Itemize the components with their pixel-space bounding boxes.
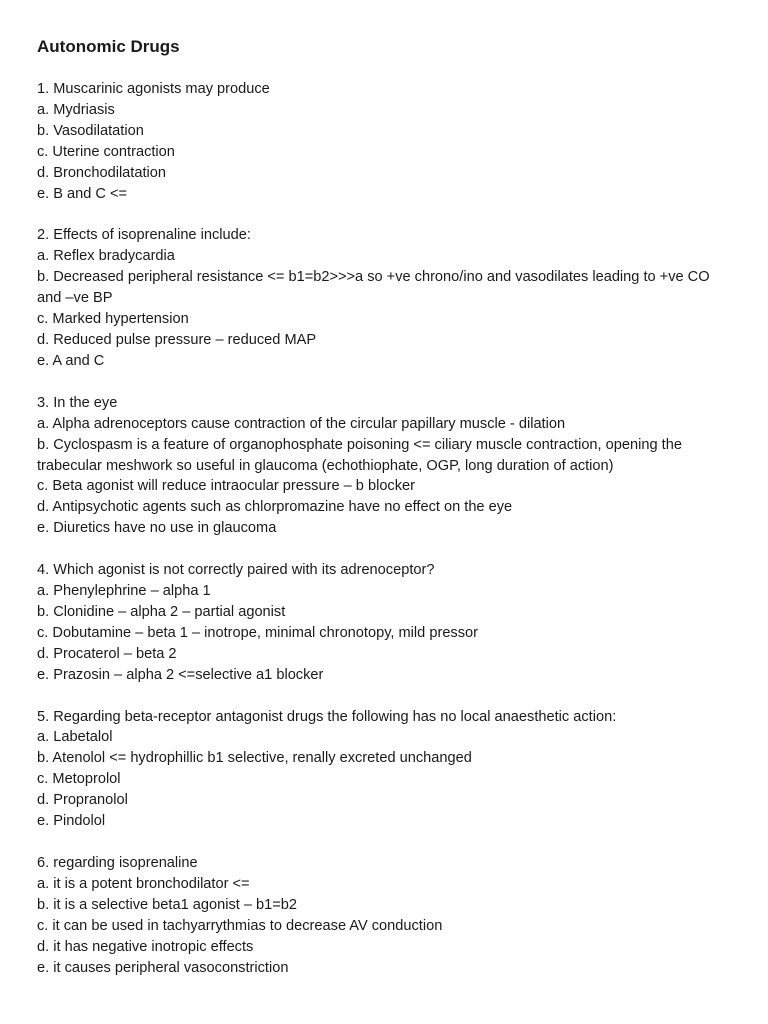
- question-stem: 1. Muscarinic agonists may produce: [37, 81, 270, 97]
- question-stem: 5. Regarding beta-receptor antagonist drugs the following has no local anaesthetic action:: [37, 708, 617, 725]
- question-5: [37, 707, 737, 832]
- answer-option: e. A and C: [37, 352, 105, 369]
- answer-option: e. Diuretics have no use in glaucoma: [37, 520, 277, 537]
- question-stem: 6. regarding isoprenaline: [37, 855, 198, 871]
- answer-option: c. Metoprolol: [37, 771, 121, 788]
- answer-option: e. B and C <=: [37, 185, 128, 202]
- question-6: [37, 853, 737, 978]
- answer-option: c. Beta agonist will reduce intraocular pressure – b blocker: [37, 478, 416, 495]
- answer-option: c. it can be used in tachyarrythmias to decrease AV conduction: [37, 917, 443, 934]
- document-page: [37, 36, 737, 999]
- answer-option: a. Alpha adrenoceptors cause contraction of the circular papillary muscle - dilation: [37, 415, 566, 432]
- answer-option: a. Phenylephrine – alpha 1: [37, 583, 211, 600]
- document-title: Autonomic Drugs: [37, 37, 180, 56]
- answer-option: a. Labetalol: [37, 729, 113, 746]
- question-stem: 2. Effects of isoprenaline include:: [37, 227, 251, 244]
- answer-option: e. Pindolol: [37, 813, 106, 830]
- answer-option: b. Decreased peripheral resistance <= b1=b2>>>a so +ve chrono/ino and vasodilates leading to +ve CO and –ve BP: [37, 269, 710, 307]
- answer-option: e. Prazosin – alpha 2 <=selective a1 blocker: [37, 666, 324, 683]
- answer-option: b. Clonidine – alpha 2 – partial agonist: [37, 603, 286, 620]
- answer-option: d. it has negative inotropic effects: [37, 938, 254, 955]
- answer-option: d. Propranolol: [37, 792, 128, 809]
- answer-option: b. it is a selective beta1 agonist – b1=b2: [37, 896, 298, 913]
- answer-option: d. Antipsychotic agents such as chlorpromazine have no effect on the eye: [37, 499, 513, 516]
- question-2: [37, 225, 737, 371]
- answer-option: d. Bronchodilatation: [37, 164, 166, 181]
- answer-option: e. it causes peripheral vasoconstriction: [37, 959, 289, 976]
- question-stem: 4. Which agonist is not correctly paired with its adrenoceptor?: [37, 562, 435, 579]
- answer-option: c. Marked hypertension: [37, 311, 189, 328]
- question-1: [37, 79, 737, 204]
- question-3: [37, 393, 737, 539]
- question-stem: 3. In the eye: [37, 394, 118, 411]
- answer-option: c. Uterine contraction: [37, 143, 175, 160]
- answer-option: a. Reflex bradycardia: [37, 248, 175, 265]
- answer-option: a. it is a potent bronchodilator <=: [37, 875, 250, 892]
- question-list: [37, 79, 737, 978]
- answer-option: b. Cyclospasm is a feature of organophosphate poisoning <= ciliary muscle contraction, opening the trabecular meshwork so useful in glaucoma (echothiophate, OGP, long duration of action): [37, 436, 682, 474]
- answer-option: d. Procaterol – beta 2: [37, 645, 177, 662]
- answer-option: a. Mydriasis: [37, 101, 115, 118]
- question-4: [37, 560, 737, 685]
- answer-option: d. Reduced pulse pressure – reduced MAP: [37, 331, 317, 348]
- answer-option: b. Vasodilatation: [37, 122, 144, 139]
- answer-option: c. Dobutamine – beta 1 – inotrope, minimal chronotopy, mild pressor: [37, 624, 479, 641]
- answer-option: b. Atenolol <= hydrophillic b1 selective, renally excreted unchanged: [37, 750, 472, 767]
